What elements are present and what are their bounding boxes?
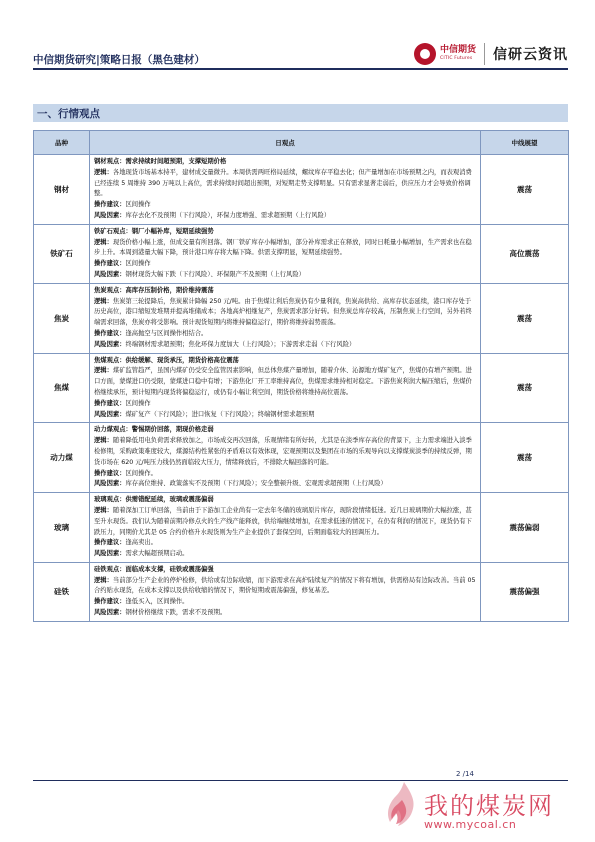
view-line xyxy=(94,410,476,421)
mycoal-watermark xyxy=(382,780,592,836)
page-header xyxy=(33,40,568,70)
daily-view-cell xyxy=(90,224,481,283)
view-line-label: 风险因素： xyxy=(94,211,126,219)
daily-view-cell xyxy=(90,423,481,493)
view-line xyxy=(94,469,476,480)
brand-divider xyxy=(484,43,485,65)
citic-logo-icon xyxy=(414,43,436,65)
view-line: 焦煤观点：供给缓解、现货承压，期货价格高位震荡 xyxy=(94,356,239,364)
view-line-label: 逻辑： xyxy=(94,576,113,584)
view-line-text: 逢高卖出。 xyxy=(125,539,157,547)
daily-view-cell xyxy=(90,353,481,423)
view-line-label: 风险因素： xyxy=(94,270,126,278)
table-row xyxy=(34,224,569,283)
view-line-text: 随着降低用电负荷需求释放加之，市场成交再次回落，乐观情绪有所好转，尤其是在淡季库存高位的背景下，主力需求端进入淡季检修期，采购政策难度较大，煤源结构性紧张的矛盾难以有效体现，宏观预期以及集团在市场的乐观导向以支撑煤炭淡季的持续反弹，期货市场在 620 元/吨压力线仍然面临较大压力，情绪释放后，不排除大幅回落的可能。 xyxy=(94,437,472,466)
view-line xyxy=(94,211,476,222)
view-line-label: 逻辑： xyxy=(94,437,113,445)
view-line xyxy=(94,168,476,200)
view-line-label: 逻辑： xyxy=(94,297,113,305)
view-line: 钢材观点：需求持续时间超预期，支撑短期价格 xyxy=(94,158,227,165)
view-line-text: 区间操作。 xyxy=(125,469,157,477)
view-line-label: 风险因素： xyxy=(94,340,126,348)
outlook-cell: 高位震荡 xyxy=(481,224,569,283)
watermark-title: 我的煤炭网 xyxy=(424,792,554,820)
view-line-label: 风险因素： xyxy=(94,550,126,558)
header-outlook: 中线展望 xyxy=(481,131,569,155)
variety-cell: 动力煤 xyxy=(34,423,90,493)
view-line-text: 现货价格小幅上涨，但成交量有所回落。钢厂铁矿库存小幅增加，部分补库需求正在释放，同时日耗量小幅增加，生产需求也在稳步上升。本周到港量大幅下降，预计港口库存将大幅下降。供需支撑明显，短期延续强势。 xyxy=(94,238,472,257)
section-title: 一、行情观点 xyxy=(37,108,100,120)
view-line xyxy=(94,506,476,538)
variety-cell: 焦炭 xyxy=(34,283,90,353)
view-line xyxy=(94,436,476,468)
outlook-cell: 震荡 xyxy=(481,283,569,353)
view-line: 硅铁观点：面临成本支撑，硅铁或震荡偏强 xyxy=(94,565,214,573)
outlook-cell: 震荡 xyxy=(481,353,569,423)
table-header-row xyxy=(34,131,569,155)
view-line-label: 逻辑： xyxy=(94,238,113,246)
view-line-label: 操作建议： xyxy=(94,469,126,477)
view-line-text: 区间操作 xyxy=(125,260,151,268)
daily-view-cell xyxy=(90,155,481,225)
view-line: 动力煤观点：警惕期价回落，期现价格走弱 xyxy=(94,426,214,434)
view-line-label: 操作建议： xyxy=(94,539,126,547)
view-line xyxy=(94,329,476,340)
variety-cell: 硅铁 xyxy=(34,562,90,621)
view-line-text: 随着深加工订单回落，当前由于下游加工企业尚有一定去年冬储的玻璃原片库存，现阶段情绪低迷。近几日玻璃期价大幅拉涨，甚至升水现货。我们认为随着前期冷修点火的生产线产能释放，供给端继续增加，在需求低迷的情况下，在仍有利润的情况下，现货仍有下跌压力，同期价尤其是 05 合约价格升水现货则为生产企业提供了套保空间，后期面临较大的回调压力。 xyxy=(94,506,472,536)
view-line-label: 逻辑： xyxy=(94,367,113,375)
brand-name-cn: 中信期货 xyxy=(439,45,476,56)
brand-name xyxy=(440,46,476,62)
variety-cell: 焦煤 xyxy=(34,353,90,423)
report-title: 中信期货研究|策略日报（黑色建材） xyxy=(33,54,205,66)
view-line: 焦炭观点：高库存压制价格，期价维持震荡 xyxy=(94,286,214,294)
view-line: 玻璃观点：供需错配延续，玻璃或震荡偏弱 xyxy=(94,496,214,504)
view-line-text: 当前部分生产企业的停炉检修，供给或有边际收缩，而下游需求在高炉陆续复产的情况下将有增加，供需格局有边际改善。当前 05 合约贴水现货，在成本支撑以及供给收缩的情况下，期价短期或震荡偏强，修复基差。 xyxy=(94,576,476,595)
table-row xyxy=(34,155,569,225)
view-line-label: 操作建议： xyxy=(94,598,126,606)
view-line-label: 操作建议： xyxy=(94,260,126,268)
brand-block xyxy=(414,40,568,68)
daily-view-cell xyxy=(90,493,481,563)
view-line-text: 库存高位维持、政策落实不及预期（下行风险）；安全整顿升级、宏观需求超预期（上行风险） xyxy=(125,480,387,488)
view-line xyxy=(94,297,476,329)
view-line-text: 钢材价格继续下跌，需求不及预期。 xyxy=(125,609,227,617)
header-daily-view: 日观点 xyxy=(90,131,481,155)
view-line-label: 逻辑： xyxy=(94,168,113,176)
view-line xyxy=(94,259,476,270)
watermark-url: www.mycoal.cn xyxy=(424,818,517,831)
view-line xyxy=(94,366,476,398)
view-line-text: 各地现货市场基本持平，建材成交量微升。本周供需两旺格局延续，螺纹库存平稳去化；但产量增加在市场预期之内，而表观消费已经连续 5 周维持 390 万吨以上高位，需求持续时间超出预期，对短期走势支撑明显。只有需求显著走弱后，供应压力才会导致价格调整。 xyxy=(94,168,472,198)
variety-cell: 钢材 xyxy=(34,155,90,225)
flame-logo-icon xyxy=(382,780,422,832)
view-line xyxy=(94,549,476,560)
table-row xyxy=(34,562,569,621)
outlook-cell: 震荡偏弱 xyxy=(481,493,569,563)
view-line-text: 焦炭第三轮提降后，焦炭累计降幅 250 元/吨。由于焦煤让利后焦炭仍有少量利润，焦炭高供给、高库存状态延续，港口库存处于历史高位，港口缩短发堆期并提高堆储成本；各地高炉相继复产，焦炭需求部分好转。但焦炭总库存较高，压制焦炭上行空间，另外若终端需求回落，焦炭亦将受影响。预计现货短期内将维持偏稳运行，期价将维持弱势震荡。 xyxy=(94,297,472,327)
view-line-text: 钢材现货大幅下跌（下行风险）、环保限产不及预期（上行风险） xyxy=(125,270,305,278)
view-line xyxy=(94,538,476,549)
view-line-text: 区间操作 xyxy=(125,399,151,407)
view-line-label: 风险因素： xyxy=(94,410,126,418)
view-line-label: 风险因素： xyxy=(94,609,126,617)
view-line xyxy=(94,608,476,619)
view-line-label: 操作建议： xyxy=(94,329,126,337)
view-line-text: 库存去化不及预期（下行风险），环保力度增强、需求超预期（上行风险） xyxy=(125,211,331,219)
view-line-label: 操作建议： xyxy=(94,201,126,209)
variety-cell: 铁矿石 xyxy=(34,224,90,283)
header-rule xyxy=(33,68,568,70)
view-line-text: 煤矿监管趋严，虽国内煤矿仍受安全监管因素影响，但总体焦煤产量增加，随着介休、沁源地方煤矿复产，焦煤仍有增产预期。进口方面，蒙煤进口仍受限，蒙煤进口稳中有增；下游焦化厂开工率维持高位，焦煤需求维持相对稳定。下游焦炭利润大幅压缩后，焦煤价格继续承压，预计短期内现货将偏稳运行，或仍有小幅让利空间，期货价格将维持高位震荡。 xyxy=(94,367,472,396)
view-line xyxy=(94,340,476,351)
view-line-label: 风险因素： xyxy=(94,480,126,488)
view-line: 铁矿石观点：钢厂小幅补库，短期延续强势 xyxy=(94,227,214,235)
table-row xyxy=(34,493,569,563)
view-line-text: 需求大幅超预期启动。 xyxy=(125,550,189,558)
section-title-bar xyxy=(33,104,568,122)
view-line-text: 逢高抛空与区间操作相结合。 xyxy=(125,329,208,337)
view-line-text: 终端钢材需求超预期；焦化环保力度加大（上行风险）；下游需求走弱（下行风险） xyxy=(125,340,356,348)
view-line-text: 区间操作 xyxy=(125,201,151,209)
view-line-label: 操作建议： xyxy=(94,399,126,407)
table-row xyxy=(34,353,569,423)
page-number: 2 /14 xyxy=(456,770,474,778)
view-line-text: 逢低买入，区间操作。 xyxy=(125,598,189,606)
header-variety: 品种 xyxy=(34,131,90,155)
view-line xyxy=(94,597,476,608)
view-line-label: 逻辑： xyxy=(94,506,113,514)
xinyanyun-brand: 信研云资讯 xyxy=(493,47,568,63)
table-row xyxy=(34,283,569,353)
outlook-cell: 震荡 xyxy=(481,155,569,225)
market-views-table xyxy=(33,130,569,622)
view-line xyxy=(94,270,476,281)
daily-view-cell xyxy=(90,283,481,353)
view-line xyxy=(94,399,476,410)
outlook-cell: 震荡 xyxy=(481,423,569,493)
view-line xyxy=(94,238,476,260)
table-row xyxy=(34,423,569,493)
view-line xyxy=(94,576,476,598)
daily-view-cell xyxy=(90,562,481,621)
view-line-text: 煤矿复产（下行风险）；进口恢复（下行风险）；终端钢材需求超预期 xyxy=(125,410,315,418)
variety-cell: 玻璃 xyxy=(34,493,90,563)
view-line xyxy=(94,200,476,211)
outlook-cell: 震荡偏强 xyxy=(481,562,569,621)
view-line xyxy=(94,479,476,490)
brand-name-en: CITIC Futures xyxy=(439,56,473,62)
